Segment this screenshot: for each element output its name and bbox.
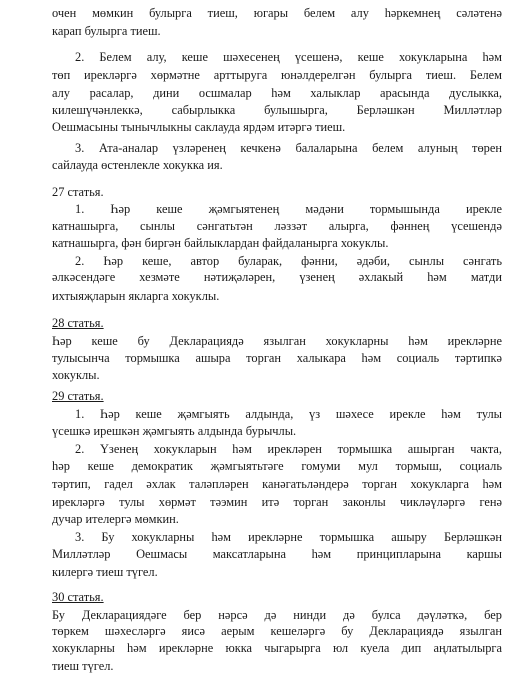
text-line-content: катнашырга, сынлы сәнгатьтән ләззәт алырга, фәннең үсешендә — [52, 219, 502, 233]
text-line-content: 1. Һәр кеше җәмгыятенең мәдәни тормышында ирекле — [75, 202, 502, 216]
text-line-content: сайлауда өстенлекле хокукка ия. — [52, 158, 223, 172]
text-line — [75, 530, 502, 544]
text-line — [52, 659, 502, 673]
text-line — [52, 459, 502, 473]
text-line — [52, 495, 502, 509]
text-line-content: ихтыяҗларын якларга хокуклы. — [52, 289, 220, 303]
text-line-content: алу расалар, дини осшмалар һәм халыклар арасында дуслыкка, — [52, 86, 502, 100]
text-line-content: төп ирекләргә хөрмәтне арттыруга юнәлдерелгән булырга тиеш. Белем — [52, 68, 502, 82]
article-heading-text: 29 статья. — [52, 389, 104, 403]
text-line — [52, 289, 502, 303]
text-line-content: карап булырга тиеш. — [52, 24, 161, 38]
text-line-content: хокуклы. — [52, 368, 100, 382]
text-line-content: 2. Үзенең хокукларын һәм ирекләрен тормышка ашырган чакта, — [75, 442, 502, 456]
text-line — [52, 270, 502, 284]
text-line — [52, 236, 502, 250]
text-line — [75, 407, 502, 421]
article-heading-text: 27 статья. — [52, 185, 104, 199]
text-line — [52, 158, 502, 172]
text-line-content: Милләтләр Оешмасы максатларына һәм принципларына каршы — [52, 547, 502, 561]
text-line-content: дучар ителергә мөмкин. — [52, 512, 179, 526]
text-line-content: төркем шәхесләргә яисә аерым кешеләргә бу Декларациядә язылган — [52, 624, 502, 638]
text-line-content: килергә тиеш түгел. — [52, 565, 158, 579]
text-line — [52, 351, 502, 365]
text-line-content: катнашырга, фән биргән байлыклардан файдаланырга хокуклы. — [52, 236, 389, 250]
text-line — [52, 641, 502, 655]
text-line-content: һәр кеше демократик җәмгыятьтәге гомуми мул тормыш, социаль — [52, 459, 502, 473]
text-line-content: 2. Белем алу, кеше шәхесенең үсешенә, кеше хокукларына һәм — [75, 50, 502, 64]
text-line — [52, 565, 502, 579]
text-line — [52, 219, 502, 233]
text-line — [52, 477, 502, 491]
text-line — [52, 424, 502, 438]
text-line-content: әлкәсендәге хезмәте нәтиҗәләрен, үзенең әхлакый һәм матди — [52, 270, 502, 284]
text-line — [75, 254, 502, 268]
text-line-content: Һәр кеше бу Декларациядә язылган хокукларны һәм ирекләрне — [52, 334, 502, 348]
text-line-content: Оешмасыны тынычлыкны саклауда ярдәм итәргә тиеш. — [52, 120, 346, 134]
text-line — [52, 512, 502, 526]
text-line — [52, 547, 502, 561]
text-line — [52, 68, 502, 82]
text-line-content: үсешкә ирешкән җәмгыять алдында бурычлы. — [52, 424, 297, 438]
article-heading — [52, 389, 252, 403]
text-line — [52, 368, 502, 382]
text-line — [52, 334, 502, 348]
text-line-content: 3. Бу хокукларны һәм ирекләрне тормышка ашыру Берләшкән — [75, 530, 502, 544]
text-line — [52, 624, 502, 638]
text-line-content: 2. Һәр кеше, автор буларак, фәнни, әдәби, сынлы сәнгать — [75, 254, 502, 268]
text-line-content: хокукларны һәм ирекләрне юкка чыгарырга юл куела дип аңлатылырга — [52, 641, 502, 655]
text-line-content: 3. Ата-аналар үзләренең кечкенә балаларына белем алуның төрен — [75, 141, 502, 155]
text-line — [75, 202, 502, 216]
text-line-content: 1. Һәр кеше җәмгыять алдында, үз шәхесе ирекле һәм тулы — [75, 407, 502, 421]
article-heading — [52, 185, 252, 199]
article-heading — [52, 590, 252, 604]
text-line-content: тәртип, гадел әхлак таләпләрен канәгатьләндерә торган хокукларга һәм — [52, 477, 502, 491]
text-line — [52, 86, 502, 100]
article-heading-text: 28 статья. — [52, 316, 104, 330]
text-line-content: Бу Декларациядәге бер нәрсә дә нинди дә булса дәүләткә, бер — [52, 608, 502, 622]
text-line — [52, 103, 502, 117]
text-line-content: килешүчәнлеккә, сабырлыкка булышырга, Берләшкән Милләтләр — [52, 103, 502, 117]
text-line — [75, 50, 502, 64]
text-line-content: тиеш түгел. — [52, 659, 114, 673]
article-heading — [52, 316, 252, 330]
text-line — [52, 24, 502, 38]
text-line — [52, 6, 502, 20]
text-line-content: ирекләргә тулы хөрмәт тәэмин итә торган законлы чикләүләргә генә — [52, 495, 502, 509]
article-heading-text: 30 статья. — [52, 590, 104, 604]
text-line-content: тулысынча тормышка ашыра торган халыкара һәм социаль тәртипкә — [52, 351, 502, 365]
text-line — [75, 442, 502, 456]
text-line — [52, 120, 502, 134]
text-line — [52, 608, 502, 622]
text-line-content: очен мөмкин булырга тиеш, югары белем алу һәркемнең сәләтенә — [52, 6, 502, 20]
text-line — [75, 141, 502, 155]
